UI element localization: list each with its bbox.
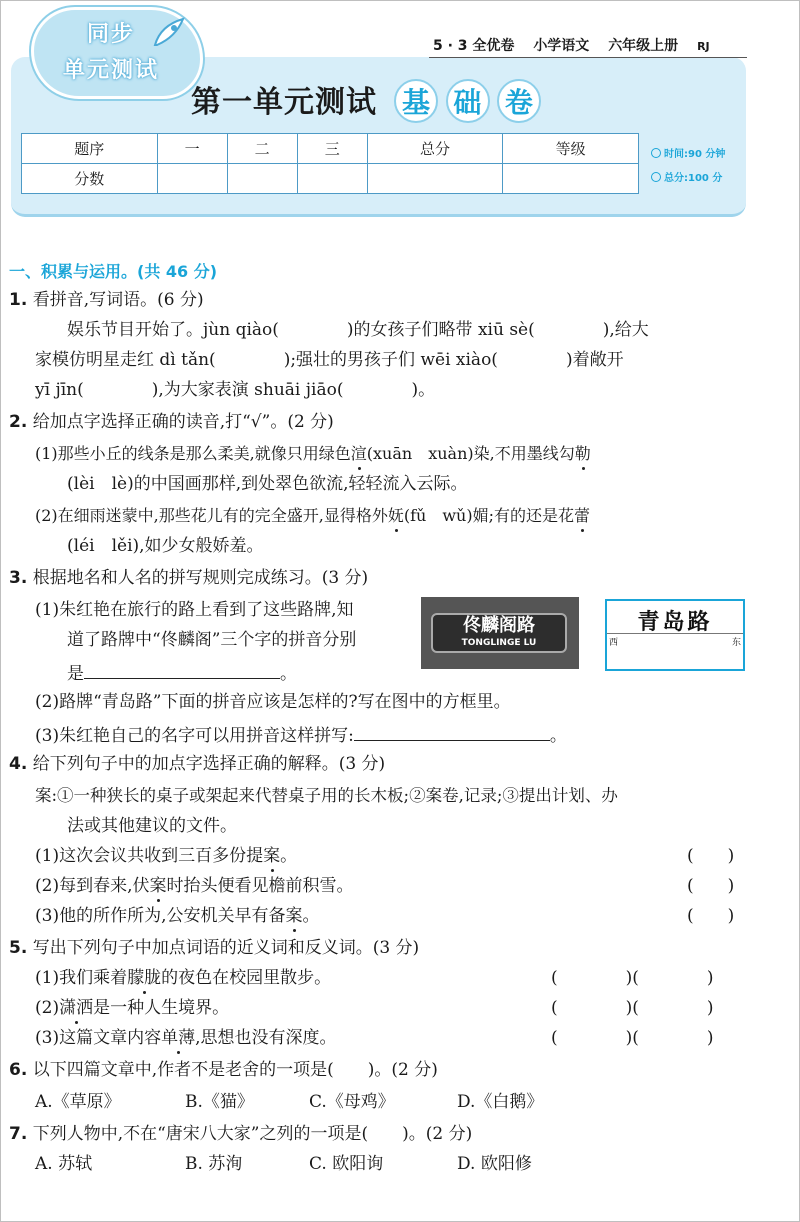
- question-stem: 写出下列句子中加点词语的近义词和反义词。(3 分): [32, 938, 420, 958]
- text: (3)朱红艳自己的名字可以用拼音这样拼写:: [35, 726, 354, 746]
- dotted-char: 妩: [387, 506, 404, 525]
- q4-definition: 案:①一种狭长的桌子或架起来代替桌子用的长木板;②案卷,记录;③提出计划、办: [35, 786, 618, 805]
- q3-item2: (2)路牌“青岛路”下面的拼音应该是怎样的?写在图中的方框里。: [35, 692, 511, 712]
- table-cell: 三: [297, 134, 367, 164]
- text: (1)我们乘着: [35, 968, 128, 988]
- score-input-cell[interactable]: [227, 164, 297, 194]
- q3-item3: [35, 723, 567, 747]
- dotted-char: 蕾: [573, 506, 590, 525]
- section-title: 一、积累与运用。(共 46 分): [9, 262, 218, 281]
- option-c[interactable]: C.《母鸡》: [309, 1092, 395, 1112]
- sign-chinese: 青岛路: [637, 610, 713, 635]
- answer-paren-pair[interactable]: ( )( ): [551, 1028, 714, 1048]
- text: yī jīn(: [35, 380, 84, 400]
- table-cell: 题序: [22, 134, 158, 164]
- text: 是一种人生境界。: [93, 998, 230, 1018]
- sign-divider: [607, 633, 743, 634]
- q3-item1: (1)朱红艳在旅行的路上看到了这些路牌,知: [35, 600, 354, 620]
- q1-line2: [35, 349, 624, 371]
- text: 时抬头便看见檐前积雪。: [166, 876, 354, 896]
- book-info: [433, 35, 724, 55]
- option-a[interactable]: A. 苏轼: [35, 1154, 93, 1174]
- q3-item1-end: [67, 661, 297, 685]
- text: )着敞开: [565, 350, 624, 370]
- question-3: [9, 567, 368, 589]
- question-number: 6.: [9, 1060, 28, 1080]
- text: (xuān xuàn)染,不用墨线勾: [366, 444, 575, 463]
- question-number: 4.: [9, 754, 28, 774]
- q2-item1: [35, 443, 591, 465]
- q4-definition-cont: 法或其他建议的文件。: [67, 816, 237, 836]
- dotted-char: 案: [149, 876, 167, 896]
- score-input-cell[interactable]: [367, 164, 503, 194]
- text: );强壮的男孩子们 wēi xiào(: [283, 350, 498, 370]
- text: (3)他的所作所为,公安机关早有备: [35, 906, 286, 926]
- question-number: 3.: [9, 568, 28, 588]
- badge-line2: 单元测试: [62, 58, 159, 83]
- text: )的女孩子们略带 xiū sè(: [346, 320, 535, 340]
- time-text: 时间:90 分钟: [664, 149, 726, 160]
- total-text: 总分:100 分: [664, 173, 723, 184]
- badge-line1: 同步: [86, 22, 135, 47]
- accent-char: 基: [394, 79, 438, 123]
- score-input-cell[interactable]: [503, 164, 639, 194]
- dotted-word: 潇洒: [59, 998, 94, 1018]
- answer-paren[interactable]: ( ): [687, 846, 735, 866]
- table-cell: 总分: [367, 134, 503, 164]
- score-table: [21, 133, 639, 194]
- question-stem: 给加点字选择正确的读音,打“√”。(2 分): [32, 412, 334, 432]
- text: ),为大家表演 shuāi jiāo(: [151, 380, 344, 400]
- q3-item1-cont: 道了路牌中“佟麟阁”三个字的拼音分别: [67, 630, 357, 650]
- text: ),给大: [602, 320, 649, 340]
- sign-west: 西: [609, 638, 619, 648]
- text: 家模仿明星走红 dì tǎn(: [35, 350, 216, 370]
- dotted-char: 渲: [350, 444, 367, 463]
- option-a[interactable]: A.《草原》: [35, 1092, 121, 1112]
- table-row: [22, 134, 639, 164]
- answer-paren-pair[interactable]: ( )( ): [551, 968, 714, 988]
- q5-item1: [35, 967, 331, 989]
- total-score: [651, 169, 722, 184]
- question-number: 2.: [9, 412, 28, 432]
- title-main: 第一单元测试: [191, 85, 377, 120]
- q5-item3: [35, 1027, 337, 1049]
- text: 的夜色在校园里散步。: [161, 968, 332, 988]
- edition-label: RJ: [697, 40, 710, 53]
- text: 娱乐节目开始了。jùn qiào(: [67, 320, 279, 340]
- question-5: [9, 937, 419, 959]
- question-7: [9, 1123, 472, 1145]
- text: (2)在细雨迷蒙中,那些花儿有的完全盛开,显得格外: [35, 506, 388, 525]
- dotted-char: 案: [285, 906, 303, 926]
- question-number: 7.: [9, 1124, 28, 1144]
- dotted-word: 单薄: [161, 1028, 196, 1048]
- q1-line3: [35, 379, 435, 401]
- question-stem: 以下四篇文章中,作者不是老舍的一项是( )。(2 分): [32, 1060, 438, 1080]
- text: (1)那些小丘的线条是那么柔美,就像只用绿色: [35, 444, 351, 463]
- option-d[interactable]: D.《白鹅》: [457, 1092, 544, 1112]
- option-c[interactable]: C. 欧阳询: [309, 1154, 384, 1174]
- sign-pinyin: TONGLINGE LU: [461, 638, 537, 648]
- option-d[interactable]: D. 欧阳修: [457, 1154, 532, 1174]
- text: (3)这篇文章内容: [35, 1028, 162, 1048]
- sign-chinese: 佟麟阁路: [463, 615, 535, 636]
- q4-item2: [35, 875, 353, 897]
- time-limit: [651, 145, 725, 160]
- question-number: 5.: [9, 938, 28, 958]
- series-label: 5 · 3 全优卷: [433, 38, 515, 54]
- rocket-icon: [149, 15, 189, 49]
- table-cell: 一: [157, 134, 227, 164]
- text: 是: [67, 664, 84, 684]
- text: ,思想也没有深度。: [195, 1028, 337, 1048]
- pinyin-answer-box[interactable]: [621, 639, 729, 667]
- table-cell: 二: [227, 134, 297, 164]
- answer-paren[interactable]: ( ): [687, 906, 735, 926]
- title-accent: [394, 79, 537, 123]
- q4-item3: [35, 905, 319, 927]
- header-rule: [429, 57, 747, 58]
- dotted-char: 勒: [574, 444, 591, 463]
- unit-test-badge: [31, 7, 203, 99]
- question-6: [9, 1059, 438, 1081]
- text: (1)这次会议共收到三百多份提: [35, 846, 264, 866]
- qingdao-road-sign: [605, 599, 745, 671]
- accent-char: 卷: [497, 79, 541, 123]
- option-b[interactable]: B. 苏洵: [185, 1154, 243, 1174]
- answer-blank[interactable]: [354, 723, 550, 741]
- text: 。: [302, 906, 320, 926]
- answer-paren[interactable]: ( ): [687, 876, 735, 896]
- check-icon: [651, 172, 661, 182]
- option-b[interactable]: B.《猫》: [185, 1092, 254, 1112]
- road-sign: [431, 613, 567, 653]
- dotted-char: 案: [263, 846, 281, 866]
- question-number: 1.: [9, 290, 28, 310]
- question-1: [9, 289, 204, 311]
- grade-label: 六年级上册: [608, 38, 679, 54]
- text: (fǔ wǔ)媚;有的还是花: [403, 506, 574, 525]
- score-input-cell[interactable]: [157, 164, 227, 194]
- text: (2)每到春来,伏: [35, 876, 150, 896]
- question-stem: 给下列句子中的加点字选择正确的解释。(3 分): [32, 754, 386, 774]
- road-sign-photo: [421, 597, 579, 669]
- page-title: [191, 77, 537, 123]
- question-2: [9, 411, 334, 433]
- table-cell: 分数: [22, 164, 158, 194]
- text: 。: [280, 846, 298, 866]
- q1-line1: [67, 319, 649, 341]
- sign-east: 东: [731, 638, 741, 648]
- text: )。: [411, 380, 436, 400]
- question-4: [9, 753, 385, 775]
- answer-blank[interactable]: [84, 661, 280, 679]
- accent-char: 础: [446, 79, 490, 123]
- table-row: [22, 164, 639, 194]
- question-stem: 根据地名和人名的拼写规则完成练习。(3 分): [32, 568, 369, 588]
- question-stem: 看拼音,写词语。(6 分): [32, 290, 204, 310]
- subject-label: 小学语文: [533, 38, 590, 54]
- q5-item2: [35, 997, 229, 1019]
- question-stem: 下列人物中,不在“唐宋八大家”之列的一项是( )。(2 分): [32, 1124, 473, 1144]
- table-cell: 等级: [503, 134, 639, 164]
- q2-item2-cont: (léi lěi),如少女般娇羞。: [67, 536, 264, 556]
- dotted-word: 朦胧: [127, 968, 162, 988]
- q2-item2: [35, 505, 590, 527]
- clock-icon: [651, 148, 661, 158]
- text: (2): [35, 998, 60, 1018]
- text: 。: [549, 726, 567, 746]
- answer-paren-pair[interactable]: ( )( ): [551, 998, 714, 1018]
- score-input-cell[interactable]: [297, 164, 367, 194]
- q2-item1-cont: (lèi lè)的中国画那样,到处翠色欲流,轻轻流入云际。: [67, 474, 468, 494]
- text: 。: [280, 664, 297, 684]
- q4-item1: [35, 845, 297, 867]
